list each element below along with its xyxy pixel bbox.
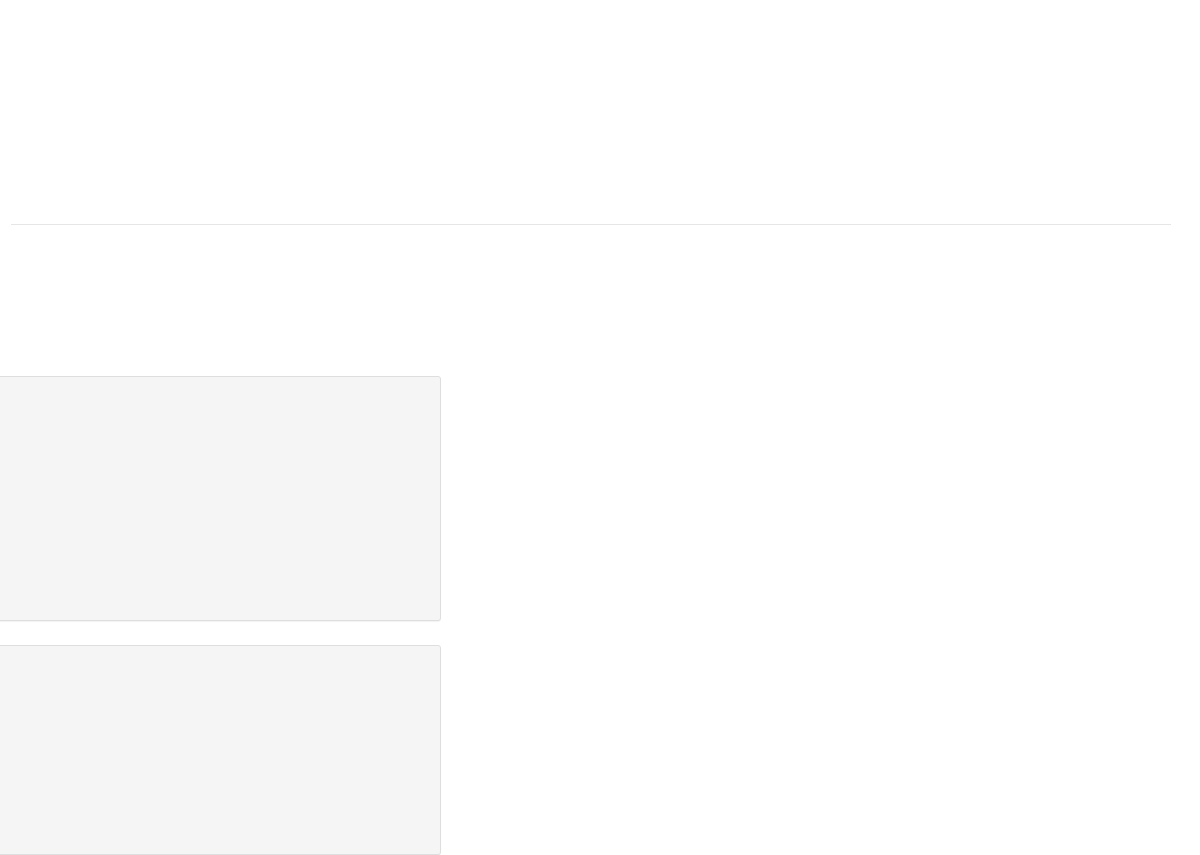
rights-network-graph bbox=[440, 370, 1200, 839]
ai-risk-assessments-card bbox=[0, 645, 441, 855]
divider bbox=[11, 224, 1171, 225]
traditional-approach-card bbox=[0, 376, 441, 621]
